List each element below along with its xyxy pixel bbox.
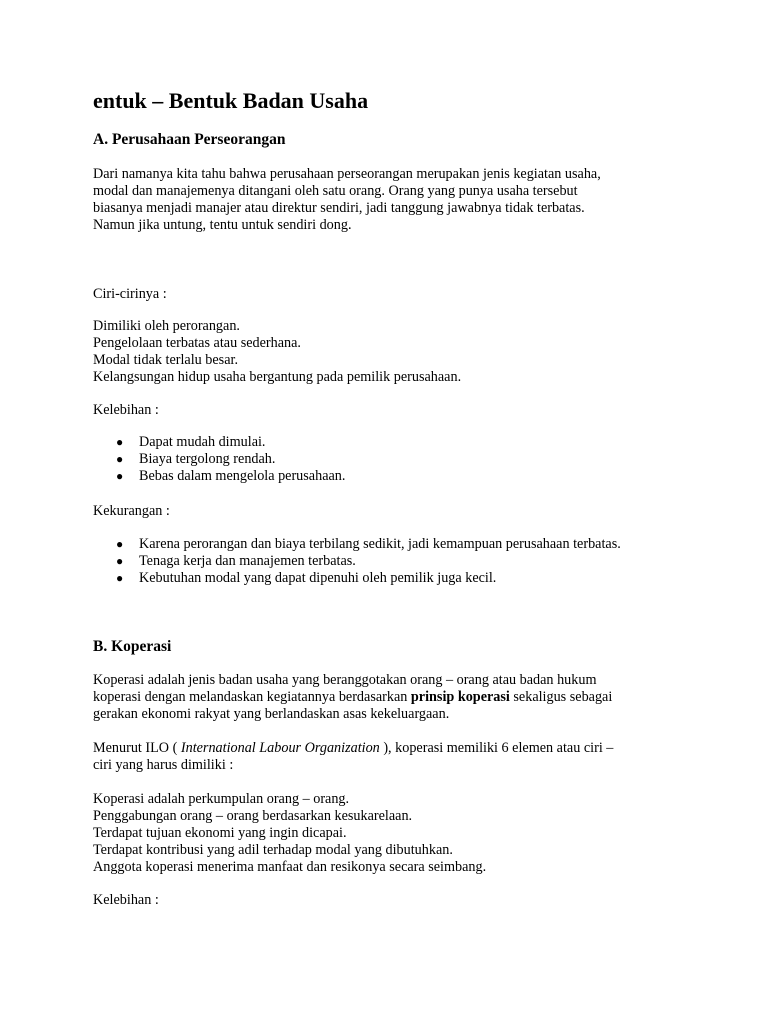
section-a-kelebihan-label: Kelebihan : (93, 402, 159, 418)
text-line: Kelangsungan hidup usaha bergantung pada pemilik perusahaan. (93, 369, 462, 385)
bullet-icon: ● (116, 537, 124, 551)
list-item (93, 553, 621, 570)
text-line: Anggota koperasi menerima manfaat dan resikonya secara seimbang. (93, 859, 487, 875)
bullet-icon: ● (116, 435, 124, 449)
text-line: Penggabungan orang – orang berdasarkan kesukarelaan. (93, 808, 413, 824)
list-item-text: Karena perorangan dan biaya terbilang sedikit, jadi kemampuan perusahaan terbatas. (139, 536, 621, 552)
section-a-kekurangan-label: Kekurangan : (93, 503, 170, 519)
section-a-ciri-label: Ciri-cirinya : (93, 286, 167, 302)
bullet-icon: ● (116, 452, 124, 466)
list-item (93, 536, 621, 553)
section-b-kelebihan-label: Kelebihan : (93, 892, 159, 908)
text-line: Koperasi adalah perkumpulan orang – orang. (93, 791, 350, 807)
text-line: Pengelolaan terbatas atau sederhana. (93, 335, 301, 351)
section-b-intro (93, 672, 733, 723)
text-line: Modal tidak terlalu besar. (93, 352, 238, 368)
section-a-heading: A. Perusahaan Perseorangan (93, 131, 286, 148)
text-line: Terdapat tujuan ekonomi yang ingin dicapai. (93, 825, 347, 841)
text-line: Dimiliki oleh perorangan. (93, 318, 240, 334)
text-line: Koperasi adalah jenis badan usaha yang beranggotakan orang – orang atau badan hukum (93, 672, 597, 688)
list-item (93, 468, 345, 485)
text-segment: Menurut ILO ( (93, 740, 181, 756)
text-segment: koperasi dengan melandaskan kegiatannya berdasarkan (93, 689, 411, 705)
text-line (93, 740, 733, 757)
italic-term: International Labour Organization (180, 740, 380, 756)
text-line: Namun jika untung, tentu untuk sendiri dong. (93, 217, 352, 233)
list-item (93, 570, 621, 587)
list-item-text: Tenaga kerja dan manajemen terbatas. (139, 553, 356, 569)
text-line: Dari namanya kita tahu bahwa perusahaan perseorangan merupakan jenis kegiatan usaha, (93, 166, 601, 182)
list-item-text: Bebas dalam mengelola perusahaan. (139, 468, 346, 484)
text-line: ciri yang harus dimiliki : (93, 757, 234, 773)
bullet-icon: ● (116, 571, 124, 585)
section-a-kelebihan-list (93, 434, 345, 485)
text-line: biasanya menjadi manajer atau direktur sendiri, jadi tanggung jawabnya tidak terbatas. (93, 200, 585, 216)
text-line (93, 689, 733, 706)
bullet-icon: ● (116, 554, 124, 568)
list-item-text: Dapat mudah dimulai. (139, 434, 266, 450)
document-title: entuk – Bentuk Badan Usaha (93, 88, 369, 113)
text-segment: ), koperasi memiliki 6 elemen atau ciri – (379, 740, 614, 756)
text-segment: sekaligus sebagai (509, 689, 613, 705)
list-item-text: Kebutuhan modal yang dapat dipenuhi oleh pemilik juga kecil. (139, 570, 497, 586)
bullet-icon: ● (116, 469, 124, 483)
text-line: modal dan manajemenya ditangani oleh satu orang. Orang yang punya usaha tersebut (93, 183, 578, 199)
section-a-kekurangan-list (93, 536, 621, 587)
section-a-ciri-list (93, 318, 733, 386)
list-item (93, 434, 345, 451)
text-line: Terdapat kontribusi yang adil terhadap modal yang dibutuhkan. (93, 842, 453, 858)
list-item-text: Biaya tergolong rendah. (139, 451, 276, 467)
text-line: gerakan ekonomi rakyat yang berlandaskan asas kekeluargaan. (93, 706, 450, 722)
list-item (93, 451, 345, 468)
section-b-ilo (93, 740, 733, 774)
section-a-intro (93, 166, 733, 234)
bold-term: prinsip koperasi (410, 689, 510, 705)
section-b-heading: B. Koperasi (93, 638, 172, 655)
section-b-ciri-list (93, 791, 733, 876)
